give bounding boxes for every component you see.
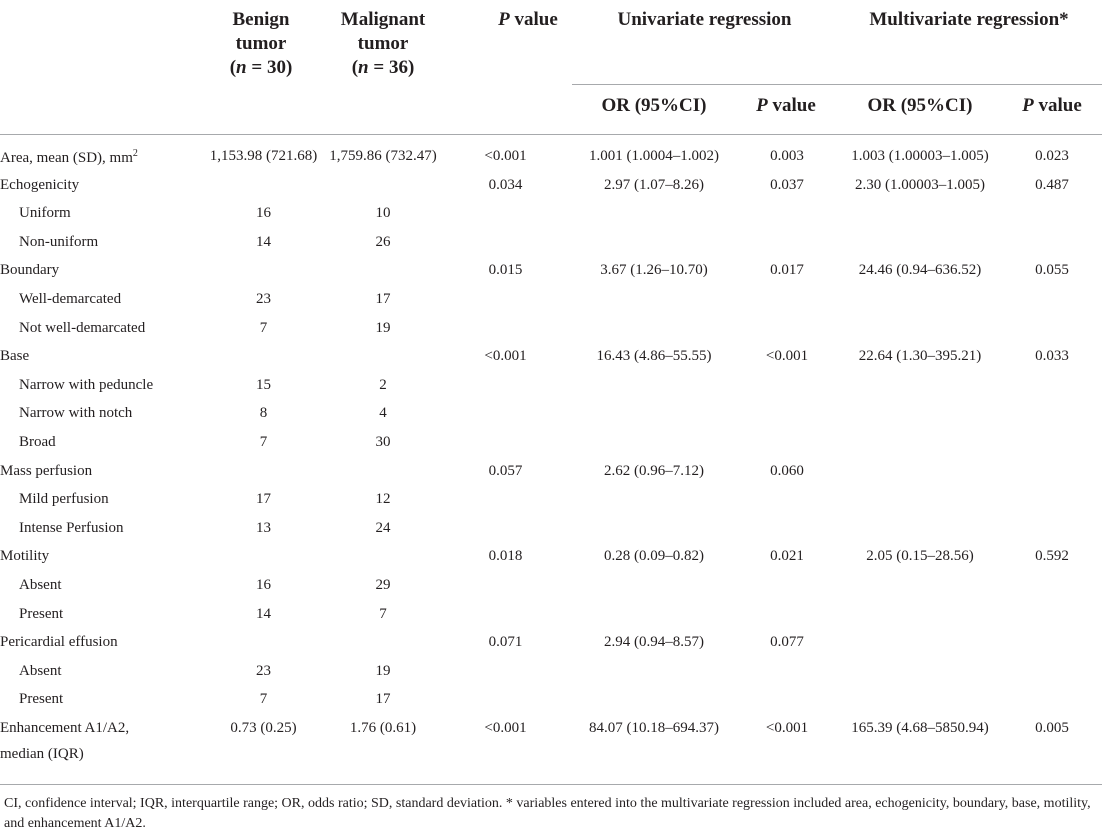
cell-benign: 8 (259, 405, 268, 422)
cell-benign (200, 258, 327, 287)
row-label: Well-demarcated (19, 290, 122, 307)
cell-p (439, 230, 572, 259)
table-row (0, 287, 1102, 316)
cell-u-or (572, 287, 736, 316)
cell-u-or: 1.001 (1.0004–1.002) (589, 148, 719, 164)
cell-m-p: 0.033 (1035, 348, 1069, 365)
cell-benign (200, 630, 327, 659)
table-row (0, 430, 1102, 459)
cell-u-or: 2.62 (0.96–7.12) (604, 462, 704, 479)
cell-malignant: 29 (375, 576, 391, 593)
table-row (0, 659, 1102, 688)
cell-u-or (572, 659, 736, 688)
cell-malignant: 17 (375, 691, 391, 708)
cell-m-or: 1.003 (1.00003–1.005) (851, 148, 989, 164)
table-row (0, 373, 1102, 402)
cell-u-p (736, 516, 838, 545)
cell-p: 0.034 (488, 176, 523, 193)
cell-benign (200, 173, 327, 202)
row-label: Enhancement A1/A2, median (IQR) (0, 719, 130, 762)
cell-u-or (572, 401, 736, 430)
cell-u-or (572, 373, 736, 402)
row-label: Non-uniform (19, 233, 99, 250)
cell-benign (200, 544, 327, 573)
cell-m-or (838, 430, 1002, 459)
cell-m-p (1002, 659, 1102, 688)
row-label: Base (0, 348, 30, 365)
cell-u-p: 0.037 (770, 176, 804, 193)
cell-u-or (572, 487, 736, 516)
cell-u-p (736, 373, 838, 402)
table-row (0, 230, 1102, 259)
cell-u-p: <0.001 (765, 348, 809, 365)
row-label: Intense Perfusion (19, 519, 124, 536)
cell-benign: 17 (256, 491, 271, 508)
cell-u-p (736, 659, 838, 688)
row-label: Present (19, 605, 64, 622)
cell-m-or: 2.30 (1.00003–1.005) (855, 176, 985, 193)
row-label: Mass perfusion (0, 462, 93, 479)
table-row (0, 602, 1102, 631)
cell-p (439, 659, 572, 688)
cell-malignant (327, 630, 439, 659)
row-label: Mild perfusion (19, 491, 109, 508)
cell-m-or (838, 401, 1002, 430)
cell-m-p (1002, 373, 1102, 402)
cell-malignant: 19 (375, 662, 391, 679)
cell-u-p (736, 573, 838, 602)
cell-malignant: 10 (375, 205, 391, 222)
table-row (0, 258, 1102, 287)
data-table (0, 144, 1102, 763)
cell-m-or (838, 316, 1002, 345)
cell-m-p (1002, 316, 1102, 345)
cell-u-or (572, 516, 736, 545)
cell-u-p: 0.017 (770, 262, 804, 279)
cell-m-p (1002, 459, 1102, 488)
cell-benign: 14 (256, 233, 271, 250)
header-multivariate-or: OR (95%CI) (867, 95, 973, 116)
cell-u-p (736, 487, 838, 516)
cell-malignant: 4 (379, 405, 387, 422)
cell-m-p: 0.005 (1035, 719, 1069, 736)
cell-benign: 7 (259, 691, 268, 708)
cell-malignant: 30 (375, 433, 391, 450)
cell-m-p (1002, 230, 1102, 259)
cell-benign: 14 (256, 605, 271, 622)
cell-benign: 7 (259, 433, 268, 450)
table-footnote: CI, confidence interval; IQR, interquartile range; OR, odds ratio; SD, standard deviation. * variables entered into the multivariate regression included area, echogenicity, boundary, base, motility, and enhancement A1/A2. (4, 796, 1091, 831)
row-label: Uniform (19, 205, 71, 222)
cell-p: <0.001 (484, 348, 527, 365)
cell-u-or: 2.94 (0.94–8.57) (604, 634, 704, 651)
table-row (0, 144, 1102, 173)
cell-u-or (572, 230, 736, 259)
header-multivariate-p: P value (1022, 95, 1082, 116)
cell-malignant: 7 (379, 605, 387, 622)
table-row (0, 401, 1102, 430)
cell-u-p (736, 401, 838, 430)
cell-malignant (327, 544, 439, 573)
cell-u-p (736, 602, 838, 631)
cell-m-p: 0.023 (1035, 148, 1069, 164)
cell-m-or (838, 373, 1002, 402)
cell-m-p (1002, 401, 1102, 430)
cell-m-p (1002, 602, 1102, 631)
cell-u-p (736, 430, 838, 459)
table-row (0, 630, 1102, 659)
row-label: Area, mean (SD), $mm^2$ (0, 148, 138, 166)
cell-m-p: 0.592 (1035, 548, 1069, 565)
row-label: Broad (19, 433, 56, 450)
row-label: Narrow with notch (19, 405, 133, 422)
cell-u-or: 0.28 (0.09–0.82) (604, 548, 704, 565)
cell-p (439, 573, 572, 602)
cell-u-p (736, 230, 838, 259)
table-row (0, 201, 1102, 230)
cell-u-or (572, 602, 736, 631)
cell-m-or (838, 602, 1002, 631)
cell-u-or: 2.97 (1.07–8.26) (604, 176, 704, 193)
cell-u-p (736, 687, 838, 716)
cell-u-or: 3.67 (1.26–10.70) (600, 262, 708, 279)
row-label: Narrow with peduncle (19, 376, 154, 393)
cell-u-or: 84.07 (10.18–694.37) (589, 719, 719, 736)
cell-benign: 23 (256, 290, 271, 307)
row-label: Motility (0, 548, 50, 565)
cell-benign (200, 344, 327, 373)
cell-benign: 23 (256, 662, 271, 679)
cell-m-p: 0.055 (1035, 262, 1069, 279)
cell-m-or: 24.46 (0.94–636.52) (858, 262, 982, 279)
cell-u-p: 0.003 (770, 148, 804, 164)
cell-u-or (572, 573, 736, 602)
cell-p: 0.057 (488, 462, 523, 479)
cell-benign: 7 (259, 319, 268, 336)
cell-m-or (838, 287, 1002, 316)
cell-m-or (838, 630, 1002, 659)
cell-p (439, 401, 572, 430)
cell-malignant: 2 (379, 376, 387, 393)
cell-p (439, 316, 572, 345)
header-univariate-regression: Univariate regression (617, 9, 792, 30)
header-univariate-or: OR (95%CI) (601, 95, 707, 116)
cell-u-p: <0.001 (765, 719, 809, 736)
header-p-value: P value (498, 9, 558, 30)
cell-p: 0.018 (488, 548, 523, 565)
cell-malignant (327, 459, 439, 488)
row-label: Boundary (0, 262, 60, 279)
cell-p (439, 516, 572, 545)
row-label: Absent (19, 576, 62, 593)
table-row (0, 487, 1102, 516)
cell-u-p: 0.021 (770, 548, 804, 565)
cell-u-p (736, 201, 838, 230)
table-row (0, 716, 1102, 763)
cell-u-or (572, 430, 736, 459)
cell-m-p (1002, 201, 1102, 230)
cell-m-or (838, 516, 1002, 545)
cell-malignant: 19 (375, 319, 391, 336)
table-row (0, 173, 1102, 202)
cell-malignant: 12 (375, 491, 391, 508)
table-row (0, 544, 1102, 573)
header-benign-tumor: Benign tumor (n = 30) (229, 9, 293, 78)
cell-m-or (838, 487, 1002, 516)
cell-malignant: 1.76 (0.61) (349, 719, 417, 736)
table-row (0, 687, 1102, 716)
cell-m-or (838, 459, 1002, 488)
row-label: Pericardial effusion (0, 634, 118, 651)
row-label: Present (19, 691, 64, 708)
cell-p: <0.001 (484, 719, 527, 736)
table-row (0, 516, 1102, 545)
cell-m-or: 2.05 (0.15–28.56) (866, 548, 974, 565)
cell-m-or: 22.64 (1.30–395.21) (858, 348, 982, 365)
header-group-rule (572, 84, 1102, 85)
cell-m-p (1002, 687, 1102, 716)
cell-m-or (838, 659, 1002, 688)
cell-u-or: 16.43 (4.86–55.55) (596, 348, 712, 365)
cell-m-p (1002, 287, 1102, 316)
cell-m-or (838, 201, 1002, 230)
cell-m-or (838, 230, 1002, 259)
row-label: Not well-demarcated (19, 319, 146, 336)
cell-p (439, 287, 572, 316)
cell-p: <0.001 (484, 148, 527, 164)
cell-m-or (838, 687, 1002, 716)
cell-p: 0.071 (488, 634, 523, 651)
cell-benign: 0.73 (0.25) (230, 719, 297, 736)
cell-u-p: 0.060 (770, 462, 804, 479)
cell-benign: 13 (256, 519, 271, 536)
cell-u-p (736, 287, 838, 316)
cell-benign: 16 (256, 576, 271, 593)
cell-m-p (1002, 430, 1102, 459)
header-malignant-tumor: Malignant tumor (n = 36) (340, 9, 426, 78)
cell-benign (200, 459, 327, 488)
cell-m-p (1002, 487, 1102, 516)
cell-u-or (572, 687, 736, 716)
table-row (0, 573, 1102, 602)
cell-benign: 16 (256, 205, 271, 222)
header-multivariate-regression: Multivariate regression* (869, 9, 1069, 30)
cell-benign: 15 (256, 376, 271, 393)
cell-p (439, 602, 572, 631)
cell-u-or (572, 201, 736, 230)
cell-m-or: 165.39 (4.68–5850.94) (851, 719, 989, 736)
cell-malignant (327, 344, 439, 373)
cell-p (439, 373, 572, 402)
cell-p: 0.015 (488, 262, 523, 279)
cell-m-p: 0.487 (1035, 176, 1069, 193)
cell-u-or (572, 316, 736, 345)
cell-malignant: 26 (375, 233, 391, 250)
cell-u-p (736, 316, 838, 345)
table-row (0, 344, 1102, 373)
header-bottom-rule (0, 134, 1102, 135)
cell-p (439, 687, 572, 716)
cell-p (439, 487, 572, 516)
cell-p (439, 430, 572, 459)
cell-u-p: 0.077 (770, 634, 804, 651)
cell-m-p (1002, 630, 1102, 659)
cell-m-p (1002, 516, 1102, 545)
cell-p (439, 201, 572, 230)
header-univariate-p: P value (756, 95, 816, 116)
row-label: Absent (19, 662, 62, 679)
cell-m-p (1002, 573, 1102, 602)
cell-malignant (327, 258, 439, 287)
cell-malignant: 1,759.86 (732.47) (329, 148, 437, 164)
table-row (0, 316, 1102, 345)
table-bottom-rule (0, 784, 1102, 785)
cell-m-or (838, 573, 1002, 602)
cell-malignant: 17 (375, 290, 391, 307)
table-row (0, 459, 1102, 488)
cell-malignant: 24 (375, 519, 391, 536)
row-label: Echogenicity (0, 176, 80, 193)
cell-benign: 1,153.98 (721.68) (209, 148, 318, 164)
cell-malignant (327, 173, 439, 202)
